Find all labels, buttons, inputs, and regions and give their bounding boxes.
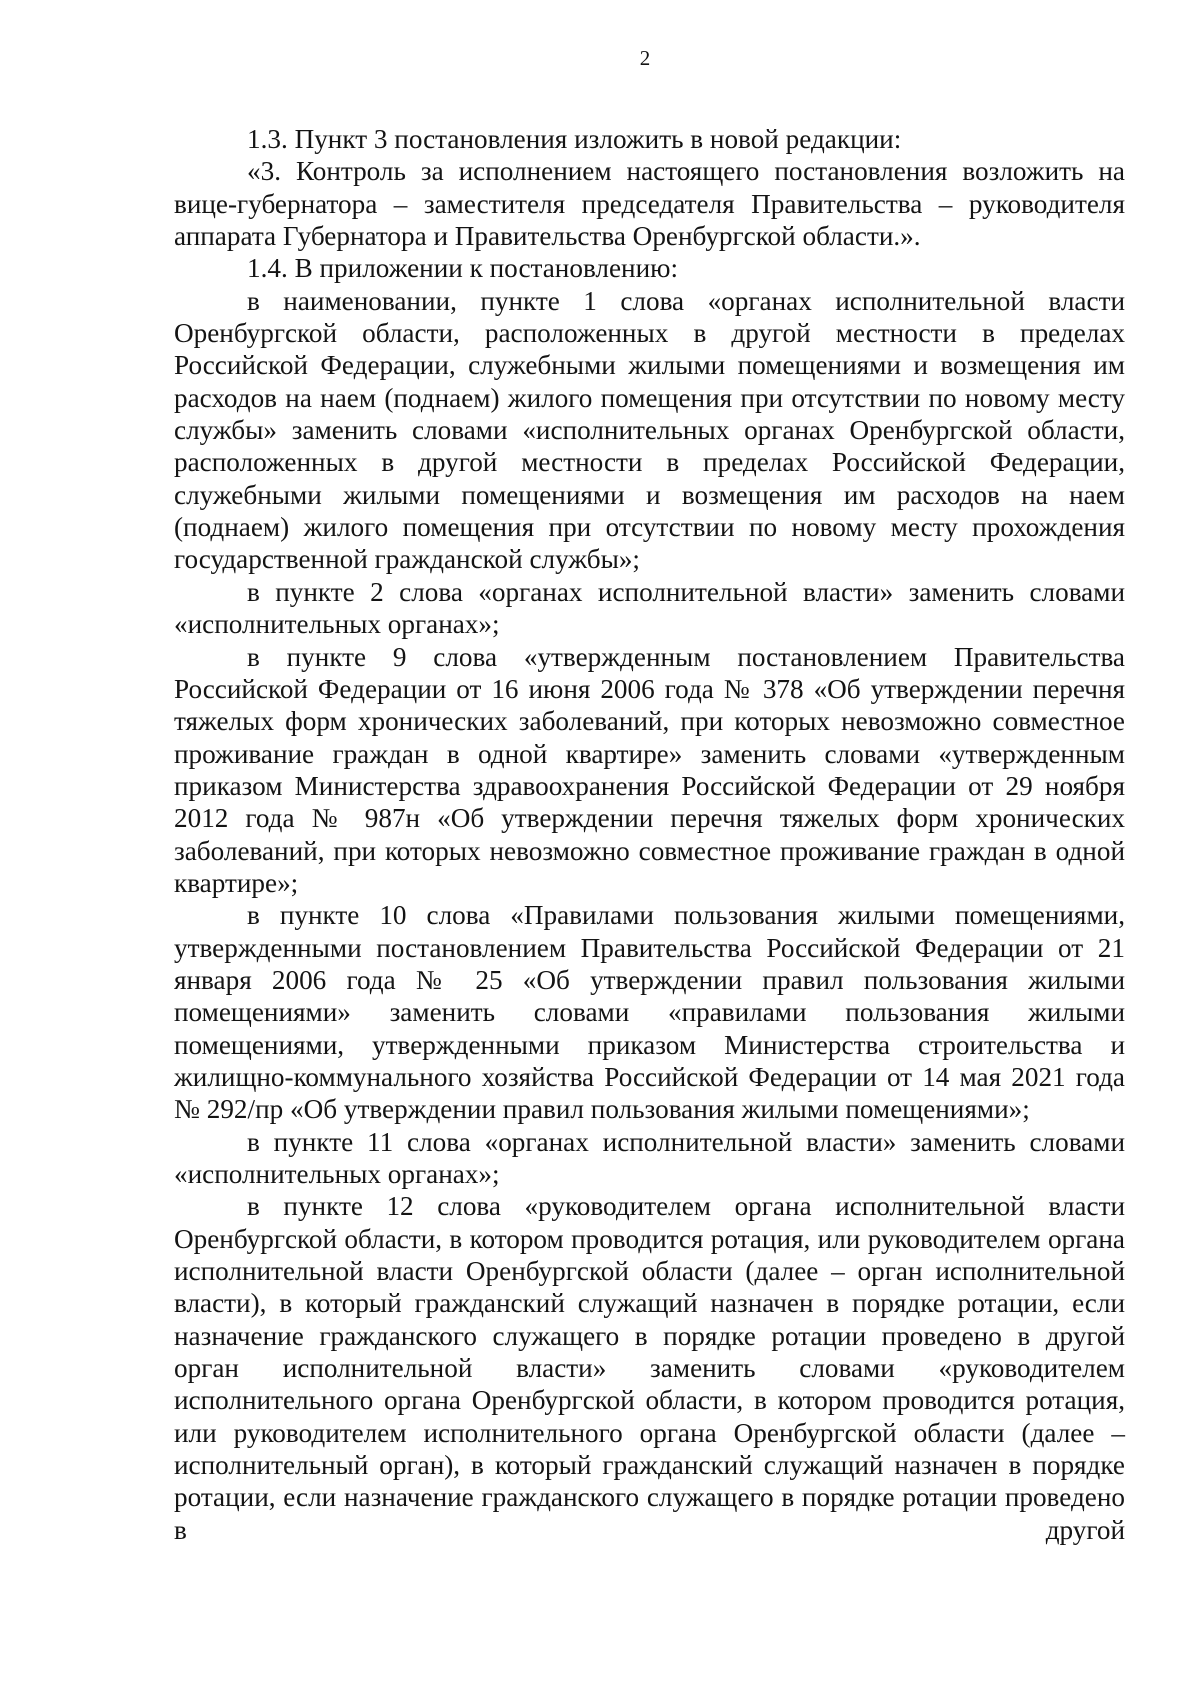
- paragraph-1-4: 1.4. В приложении к постановлению:: [247, 253, 679, 284]
- paragraph-item-12: в пункте 12 слова «руководителем органа исполнительной власти Оренбургской области, в котором проводится ротация, или руководителем органа исполнительной власти Оренбургской области (далее – орган исполнительной власти), в который гражданский служащий назначен в порядке ротации, если назначение гражданского служащего в порядке ротации проведено в другой орган исполнительной власти» заменить словами «руководителем исполнительного органа Оренбургской области, в котором проводится ротация, или руководителем исполнительного органа Оренбургской области (далее – исполнительный орган), в который гражданский служащий назначен в порядке ротации, если назначение гражданского служащего в порядке ротации проведено в другой: [174, 1191, 1125, 1545]
- paragraph-item-9: в пункте 9 слова «утвержденным постановлением Правительства Российской Федерации от 16 июня 2006 года № 378 «Об утверждении перечня тяжелых форм хронических заболеваний, при которых невозможно совместное проживание граждан в одной квартире» заменить словами «утвержденным приказом Министерства здравоохранения Российской Федерации от 29 ноября 2012 года № 987н «Об утверждении перечня тяжелых форм хронических заболеваний, при которых невозможно совместное проживание граждан в одной квартире»;: [174, 641, 1125, 898]
- paragraph-item-11: в пункте 11 слова «органах исполнительной власти» заменить словами «исполнительных органах»;: [174, 1126, 1125, 1189]
- paragraph-1-3: 1.3. Пункт 3 постановления изложить в новой редакции:: [247, 124, 902, 154]
- paragraph-new-item-3: «3. Контроль за исполнением настоящего постановления возложить на вице-губернатора – заместителя председателя Правительства – руководителя аппарата Губернатора и Правительства Оренбургской области.».: [174, 156, 1125, 252]
- page-number: 2: [639, 46, 651, 70]
- paragraph-name-item-1: в наименовании, пункте 1 слова «органах исполнительной власти Оренбургской области, расположенных в другой местности в пределах Российской Федерации, служебными жилыми помещениями и возмещения им расходов на наем (поднаем) жилого помещения при отсутствии по новому месту службы» заменить словами «исполнительных органах Оренбургской области, расположенных в другой местности в пределах Российской Федерации, служебными жилыми помещениями и возмещения им расходов на наем (поднаем) жилого помещения при отсутствии по новому месту прохождения государственной гражданской службы»;: [174, 285, 1125, 575]
- paragraph-item-2: в пункте 2 слова «органах исполнительной власти» заменить словами «исполнительных органах»;: [174, 576, 1125, 640]
- paragraph-item-10: в пункте 10 слова «Правилами пользования жилыми помещениями, утвержденными постановлением Правительства Российской Федерации от 21 января 2006 года № 25 «Об утверждении правил пользования жилыми помещениями» заменить словами «правилами пользования жилыми помещениями, утвержденными приказом Министерства строительства и жилищно-коммунального хозяйства Российской Федерации от 14 мая 2021 года № 292/пр «Об утверждении правил пользования жилыми помещениями»;: [174, 900, 1125, 1125]
- document-body: [174, 123, 1125, 1546]
